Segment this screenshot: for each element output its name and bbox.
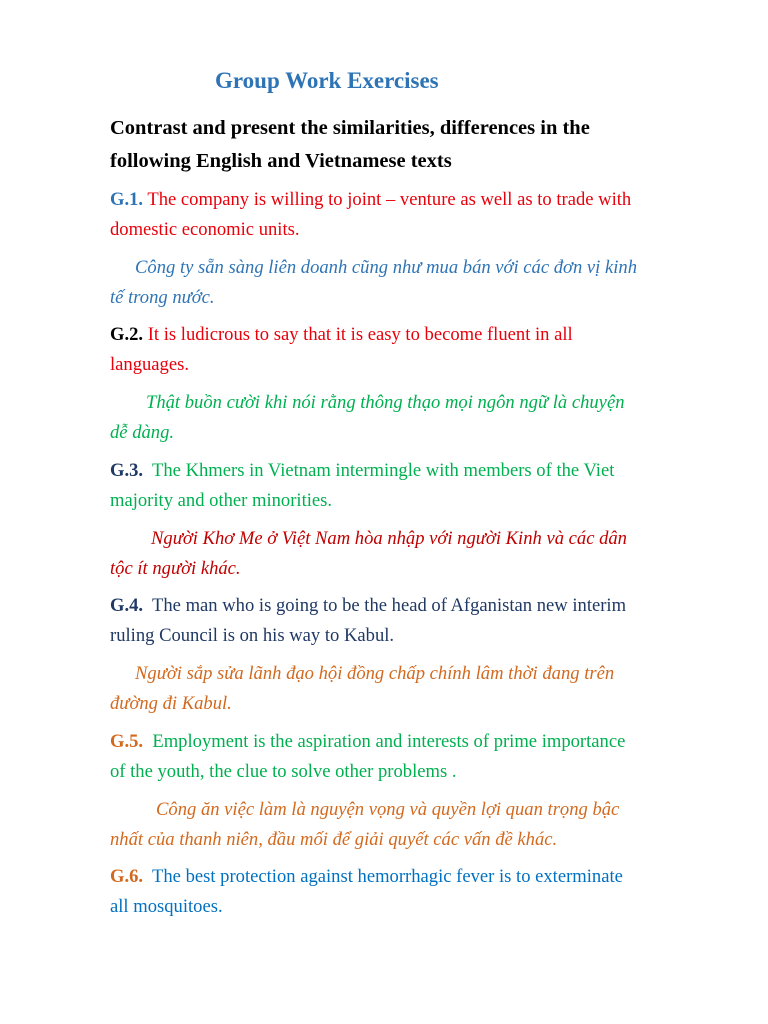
exercise-g6-label: G.6. bbox=[110, 866, 144, 887]
exercise-g3-vietnamese bbox=[110, 524, 710, 584]
exercise-g6-english-line-1: The best protection against hemorrhagic fever is to exterminate bbox=[152, 866, 623, 887]
exercise-g4-label: G.4. bbox=[110, 595, 144, 616]
heading-line-1: Contrast and present the similarities, differences in the bbox=[110, 117, 590, 139]
exercise-g3-english-line-2: majority and other minorities. bbox=[110, 490, 333, 511]
exercise-g2-label: G.2. bbox=[110, 324, 144, 345]
exercise-g5-vietnamese-line-2: nhất của thanh niên, đầu mối để giải quyết các vấn đề khác. bbox=[110, 829, 558, 850]
exercise-g4-vietnamese-line-1: Người sắp sửa lãnh đạo hội đồng chấp chính lâm thời đang trên bbox=[135, 663, 615, 684]
instructions-heading bbox=[110, 112, 710, 178]
exercise-g2-english bbox=[110, 320, 710, 380]
exercise-g4-english bbox=[110, 591, 710, 651]
exercise-g1-vietnamese-line-1: Công ty sẵn sàng liên doanh cũng như mua bán với các đơn vị kinh bbox=[135, 257, 637, 278]
exercise-g1-label: G.1. bbox=[110, 189, 144, 210]
exercise-g5-label: G.5. bbox=[110, 731, 144, 752]
exercise-g5-english-line-2: of the youth, the clue to solve other problems . bbox=[110, 761, 457, 782]
exercise-g5-english bbox=[110, 727, 710, 787]
exercise-g4-vietnamese-line-2: đường đi Kabul. bbox=[110, 693, 232, 714]
exercise-g1-english-line-1: The company is willing to joint – venture as well as to trade with bbox=[147, 189, 632, 210]
exercise-g2-vietnamese-line-1: Thật buồn cười khi nói rằng thông thạo mọi ngôn ngữ là chuyện bbox=[146, 392, 625, 413]
exercise-g1-vietnamese-line-2: tế trong nước. bbox=[110, 287, 215, 308]
exercise-g5-vietnamese-line-1: Công ăn việc làm là nguyện vọng và quyền lợi quan trọng bậc bbox=[156, 799, 620, 820]
exercise-g3-vietnamese-line-2: tộc ít người khác. bbox=[110, 558, 241, 579]
exercise-g1-english bbox=[110, 185, 710, 245]
exercise-g5-english-line-1: Employment is the aspiration and interests of prime importance bbox=[152, 731, 626, 752]
exercise-g3-label: G.3. bbox=[110, 460, 144, 481]
exercise-g2-english-line-2: languages. bbox=[110, 354, 189, 375]
exercise-g2-vietnamese-line-2: dễ dàng. bbox=[110, 422, 175, 443]
exercise-g1-vietnamese bbox=[110, 253, 710, 313]
exercise-g4-vietnamese bbox=[110, 659, 710, 719]
exercise-g1-english-line-2: domestic economic units. bbox=[110, 219, 300, 240]
exercise-g5-vietnamese bbox=[110, 795, 710, 855]
exercise-g6-english bbox=[110, 862, 710, 922]
exercise-g4-english-line-1: The man who is going to be the head of Afganistan new interim bbox=[152, 595, 627, 616]
exercise-g2-english-line-1: It is ludicrous to say that it is easy to become fluent in all bbox=[147, 324, 573, 345]
exercise-g4-english-line-2: ruling Council is on his way to Kabul. bbox=[110, 625, 395, 646]
exercise-g6-english-line-2: all mosquitoes. bbox=[110, 896, 223, 917]
exercise-g3-english-line-1: The Khmers in Vietnam intermingle with members of the Viet bbox=[152, 460, 615, 481]
exercise-g3-english bbox=[110, 456, 710, 516]
exercise-g2-vietnamese bbox=[110, 388, 710, 448]
page-title: Group Work Exercises bbox=[215, 68, 439, 93]
exercise-g3-vietnamese-line-1: Người Khơ Me ở Việt Nam hòa nhập với người Kinh và các dân bbox=[151, 528, 627, 549]
heading-line-2: following English and Vietnamese texts bbox=[110, 150, 452, 172]
